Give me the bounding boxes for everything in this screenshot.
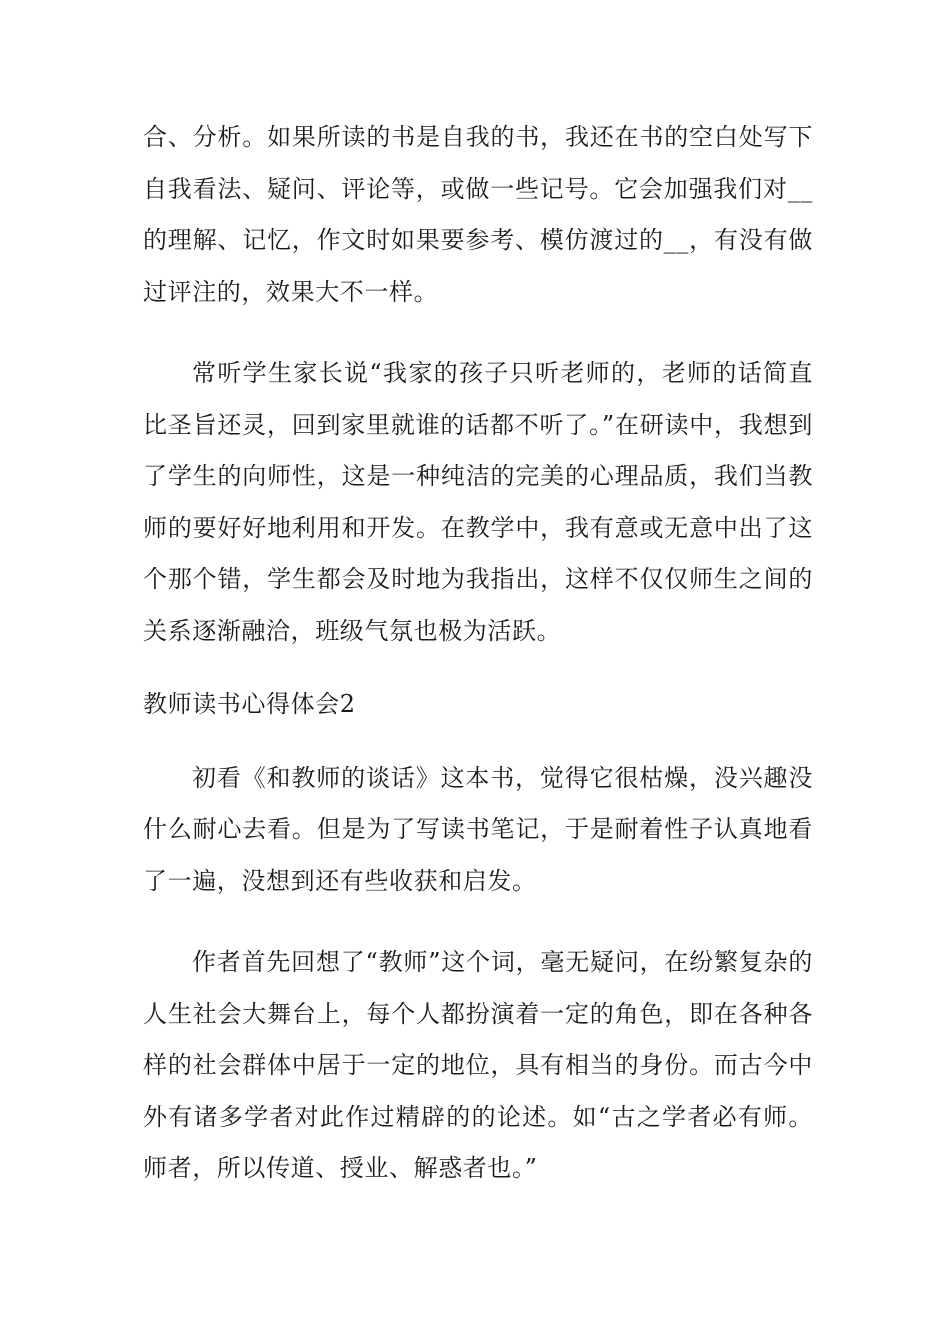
paragraph-spacer (143, 318, 813, 348)
paragraph-spacer (143, 731, 813, 753)
paragraph-teacher-role: 作者首先回想了“教师”这个词，毫无疑问，在纷繁复杂的人生社会大舞台上，每个人都扮演着一定的角色，即在各种各样的社会群体中居于一定的地位，具有相当的身份。而古今中外有诸多学者对此作过精辟的的论述。如“古之学者必有师。师者，所以传道、授业、解惑者也。” (143, 948, 813, 1182)
section-heading: 教师读书心得体会2 (143, 690, 356, 718)
document-body (143, 112, 813, 1195)
paragraph-spacer (143, 657, 813, 679)
paragraph-continuation: 合、分析。如果所读的书是自我的书，我还在书的空白处写下自我看法、疑问、评论等，或做一些记号。它会加强我们对__的理解、记忆，作文时如果要参考、模仿渡过的__，有没有做过评注的，效果大不一样。 (143, 123, 813, 306)
paragraph-student-teacher: 常听学生家长说“我家的孩子只听老师的，老师的话简直比圣旨还灵，回到家里就谁的话都不听了。”在研读中，我想到了学生的向师性，这是一种纯洁的完美的心理品质，我们当教师的要好好地利用和开发。在教学中，我有意或无意中出了这个那个错，学生都会及时地为我指出，这样不仅仅师生之间的关系逐渐融洽，班级气氛也极为活跃。 (143, 359, 813, 645)
paragraph-first-impression: 初看《和教师的谈话》这本书，觉得它很枯燥，没兴趣没什么耐心去看。但是为了写读书笔记，于是耐着性子认真地看了一遍，没想到还有些收获和启发。 (143, 763, 813, 895)
paragraph-spacer (143, 907, 813, 937)
